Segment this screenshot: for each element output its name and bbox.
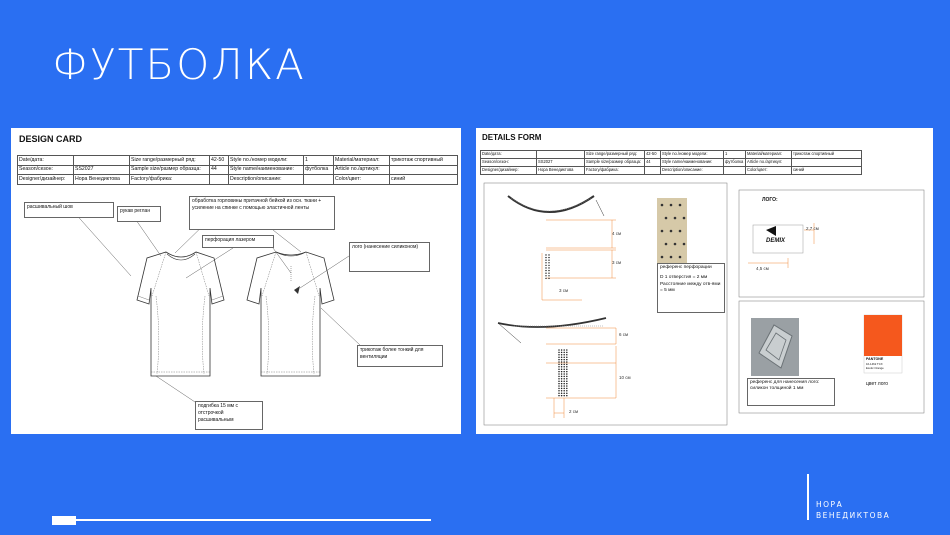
perforation-photo-hole (679, 256, 682, 259)
perforation-dot (561, 378, 563, 380)
note-perforation: перфорация лазером (202, 235, 274, 248)
perforation-photo-hole (670, 204, 673, 207)
spec-cell: 44 (645, 159, 661, 167)
spec-cell: Article no./артикул: (746, 159, 792, 167)
perforation-dot (561, 368, 563, 370)
perforation-dot (561, 392, 563, 394)
perforation-dot (558, 388, 560, 390)
perforation-dot (563, 388, 565, 390)
perforation-dot (563, 361, 565, 363)
perforation-dot (548, 262, 549, 263)
spec-cell: Date/дата: (18, 156, 74, 166)
spec-cell: Description/описание: (661, 167, 724, 175)
spec-cell: Color/цвет: (746, 167, 792, 175)
spec-cell: Season/сезон: (481, 159, 537, 167)
perforation-dot (563, 356, 565, 358)
perforation-dot (558, 359, 560, 361)
spec-cell: Нора Венедиктова (74, 175, 130, 185)
perforation-dot (561, 364, 563, 366)
perforation-dot (561, 361, 563, 363)
dim-3cm-b: 3 см (559, 288, 569, 293)
spec-cell: Style no./номер модели: (661, 151, 724, 159)
perforation-dot (548, 267, 549, 268)
logo-color-label: цвет лого (866, 381, 889, 387)
perforation-dot (548, 260, 549, 261)
perforation-photo-hole (670, 230, 673, 233)
perforation-dot (566, 373, 568, 375)
pantone-name: Exotic Orange (866, 366, 884, 370)
brand-logo-text: DEMIX (766, 238, 786, 244)
perforation-dot (563, 366, 565, 368)
spec-cell: Size range/размерный ряд: (585, 151, 645, 159)
note-seam: расшивальный шов (24, 202, 114, 218)
note-logo: лого (нанесение силиконом) (349, 242, 430, 272)
perforation-dot (563, 373, 565, 375)
perforation-dot (558, 356, 560, 358)
spec-cell: Date/дата: (481, 151, 537, 159)
perforation-photo-hole (670, 256, 673, 259)
details-form-panel (476, 128, 933, 434)
perforation-dot (561, 349, 563, 351)
perforation-dot (563, 359, 565, 361)
perforation-dot (558, 364, 560, 366)
perforation-dot (545, 265, 546, 266)
perforation-dot (563, 390, 565, 392)
perforation-dot (566, 352, 568, 354)
perforation-dot (558, 371, 560, 373)
perforation-dot (563, 368, 565, 370)
perforation-photo-hole (674, 243, 677, 246)
perforation-dot (563, 378, 565, 380)
perforation-dot (558, 390, 560, 392)
spec-cell: SS2027 (537, 159, 585, 167)
perforation-dot (563, 380, 565, 382)
spec-cell: Color/цвет: (334, 175, 390, 185)
perforation-dot (566, 388, 568, 390)
perforation-dot (563, 354, 565, 356)
perforation-dot (563, 383, 565, 385)
perforation-dot (561, 352, 563, 354)
perforation-dot (566, 390, 568, 392)
spec-cell: Нора Венедиктова (537, 167, 585, 175)
perforation-photo-hole (665, 217, 668, 220)
details-form-title: DETAILS FORM (482, 133, 542, 142)
spec-cell: Style name/наименование: (661, 159, 724, 167)
spec-cell: Description/описание: (229, 175, 304, 185)
back-tshirt-outline (247, 252, 334, 376)
front-tshirt-outline (137, 252, 224, 376)
dim-2-7cm: 2,7 см (806, 226, 819, 231)
dim-6cm: 6 см (619, 332, 629, 337)
perforation-dot (566, 359, 568, 361)
spec-cell: 1 (304, 156, 334, 166)
perforation-dot (558, 352, 560, 354)
perforation-dot (545, 270, 546, 271)
perforation-photo-hole (679, 204, 682, 207)
spec-cell: 1 (724, 151, 746, 159)
logo-label: ЛОГО: (762, 197, 778, 203)
perforation-dot (566, 378, 568, 380)
perforation-dot (566, 354, 568, 356)
design-card-panel (11, 128, 461, 434)
perforation-dot (558, 383, 560, 385)
perforation-dot (561, 373, 563, 375)
perforation-dot (561, 371, 563, 373)
spec-cell: Style name/наименование: (229, 165, 304, 175)
perforation-dot (548, 265, 549, 266)
perforation-photo-hole (661, 230, 664, 233)
spec-cell: Style no./номер модели: (229, 156, 304, 166)
spec-cell: 42-50 (645, 151, 661, 159)
perforation-dot (561, 376, 563, 378)
perforation-dot (558, 373, 560, 375)
perforation-photo-hole (679, 230, 682, 233)
perforation-dot (563, 349, 565, 351)
note-raglan: рукав реглан (117, 206, 161, 222)
perforation-dot (563, 371, 565, 373)
perforation-dot (561, 366, 563, 368)
dim-4-5cm: 4,5 см (756, 266, 769, 271)
spec-cell: Material/материал: (334, 156, 390, 166)
perforation-dot (548, 273, 549, 274)
perforation-dot (566, 371, 568, 373)
perforation-dot (548, 254, 549, 255)
perforation-photo-hole (683, 243, 686, 246)
perforation-dot (548, 278, 549, 279)
dim-3cm-a: 3 см (612, 260, 622, 265)
perforation-dot (563, 385, 565, 387)
perforation-dot (558, 395, 560, 397)
design-card-title: DESIGN CARD (19, 134, 83, 144)
perforation-dot (545, 257, 546, 258)
perforation-dot (561, 354, 563, 356)
spec-cell: SS2027 (74, 165, 130, 175)
perforation-dot (561, 388, 563, 390)
spec-cell: Factory/фабрика: (130, 175, 210, 185)
dim-2cm: 2 см (569, 409, 579, 414)
perforation-photo-hole (661, 256, 664, 259)
perforation-dot (563, 392, 565, 394)
perforation-dot (548, 257, 549, 258)
pantone-color-swatch (864, 315, 902, 356)
perforation-dot (561, 380, 563, 382)
note-hem: подгибка 15 мм с отстрочкой расшивальным (195, 401, 263, 430)
author-name: НОРА ВЕНЕДИКТОВА (816, 500, 891, 520)
spec-cell: трикотаж спортивный (390, 156, 458, 166)
spec-cell: Factory/фабрика: (585, 167, 645, 175)
perforation-dot (558, 349, 560, 351)
perforation-dot (561, 395, 563, 397)
perforation-photo-hole (683, 217, 686, 220)
perforation-photo-hole (665, 243, 668, 246)
pantone-brand: PANTONE (866, 357, 884, 361)
perforation-dot (561, 390, 563, 392)
spec-cell: футболка (304, 165, 334, 175)
perforation-dot (545, 273, 546, 274)
dim-4cm: 4 см (612, 231, 622, 236)
spec-cell: синий (792, 167, 862, 175)
perforation-dot (563, 376, 565, 378)
perforation-dot (566, 395, 568, 397)
perforation-dot (548, 270, 549, 271)
perforation-dot (566, 364, 568, 366)
spec-cell: 42-50 (210, 156, 229, 166)
silicone-reference-note: референс для нанесения лого: силикон толщиной 1 мм (747, 378, 835, 406)
perforation-dot (566, 385, 568, 387)
perforation-dot (558, 366, 560, 368)
perforation-dot (558, 368, 560, 370)
spec-cell: Designer/дизайнер: (481, 167, 537, 175)
perforation-dot (558, 385, 560, 387)
perforation-dot (558, 361, 560, 363)
perforation-dot (558, 376, 560, 378)
perforation-dot (548, 275, 549, 276)
perforation-dot (558, 380, 560, 382)
perforation-dot (558, 392, 560, 394)
pantone-code: 16-1462 TCX (866, 362, 883, 366)
spec-cell: 44 (210, 165, 229, 175)
perforation-dot (563, 395, 565, 397)
perforation-dot (566, 383, 568, 385)
spec-cell: Designer/дизайнер: (18, 175, 74, 185)
spec-cell: футболка (724, 159, 746, 167)
perforation-dot (558, 378, 560, 380)
note-knit: трикотаж более тонкий для вентиляции (357, 345, 443, 367)
perforation-dot (566, 366, 568, 368)
spec-cell: синий (390, 175, 458, 185)
perforation-photo-hole (674, 217, 677, 220)
perforation-dot (566, 392, 568, 394)
perforation-dot (563, 352, 565, 354)
perforation-dot (566, 376, 568, 378)
progress-line (76, 519, 431, 521)
spec-cell: трикотаж спортивный (792, 151, 862, 159)
page-title: ФУТБОЛКА (52, 40, 306, 89)
perforation-dot (545, 260, 546, 261)
perforation-dot (566, 356, 568, 358)
spec-cell: Sample size/размер образца: (130, 165, 210, 175)
perforation-dot (561, 383, 563, 385)
perforation-photo-hole (661, 204, 664, 207)
perforation-dot (558, 354, 560, 356)
perforation-dot (563, 364, 565, 366)
perforation-dot (545, 254, 546, 255)
perforation-dot (566, 349, 568, 351)
spec-cell: Material/материал: (746, 151, 792, 159)
perforation-dot (566, 361, 568, 363)
spec-cell: Sample size/размер образца: (585, 159, 645, 167)
perforation-dot (561, 359, 563, 361)
spec-cell: Article no./артикул: (334, 165, 390, 175)
spec-cell: Season/сезон: (18, 165, 74, 175)
spec-cell: Size range/размерный ряд: (130, 156, 210, 166)
author-divider (807, 474, 809, 520)
perforation-dot (545, 267, 546, 268)
perforation-reference-note: референс перфорации D 1 отверстия = 2 мм Расстояние между отв-ями = 5 мм (657, 263, 725, 313)
perforation-dot (545, 275, 546, 276)
perforation-dot (561, 356, 563, 358)
perforation-dot (545, 262, 546, 263)
perforation-dot (566, 380, 568, 382)
perforation-dot (561, 385, 563, 387)
progress-marker (52, 516, 76, 525)
note-neckline: обработка горловины притачной бейкой из осн. ткани + усиление на спинке с помощью эластичной ленты (189, 196, 335, 230)
perforation-dot (545, 278, 546, 279)
dim-10cm: 10 см (619, 375, 631, 380)
tshirt-front-back-sketch (11, 128, 461, 434)
perforation-dot (566, 368, 568, 370)
